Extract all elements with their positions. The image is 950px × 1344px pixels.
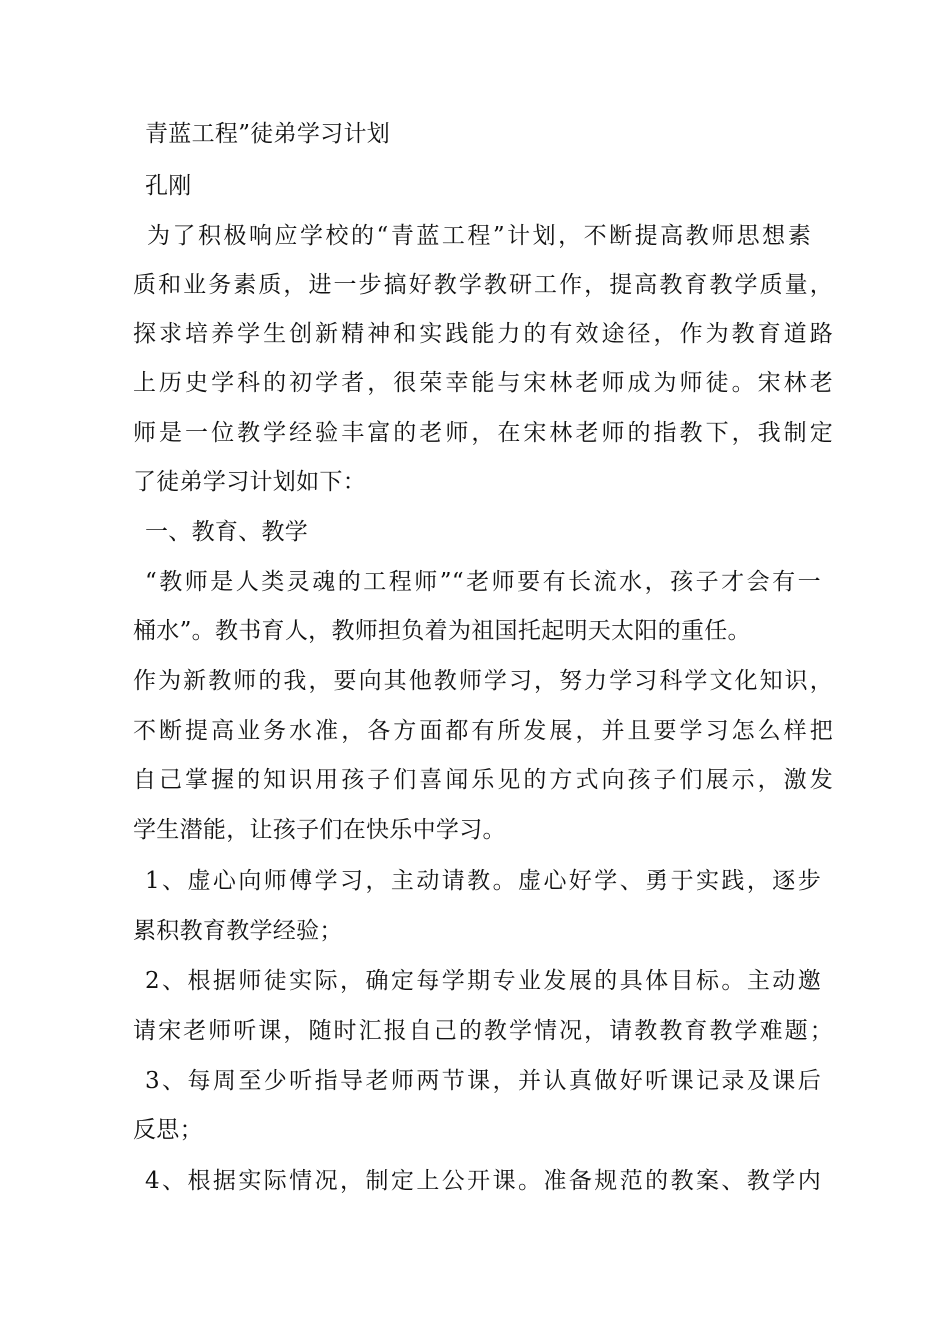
intro-line: 质和业务素质，进一步搞好教学教研工作，提高教育教学质量， — [133, 272, 833, 298]
intro-line: 为了积极响应学校的“青蓝工程”计划，不断提高教师思想素 — [147, 223, 811, 249]
document-title: 青蓝工程”徒弟学习计划 — [145, 121, 391, 147]
list-item-line: 3、每周至少听指导老师两节课，并认真做好听课记录及课后 — [145, 1068, 821, 1094]
list-item-line: 2、根据师徒实际，确定每学期专业发展的具体目标。主动邀 — [145, 968, 821, 994]
intro-line: 了徒弟学习计划如下： — [133, 469, 366, 495]
quote-line: “教师是人类灵魂的工程师”“老师要有长流水，孩子才会有一 — [145, 569, 821, 595]
quote-line: 桶水”。教书育人，教师担负着为祖国托起明天太阳的重任。 — [133, 618, 751, 644]
list-item-line: 1、虚心向师傅学习，主动请教。虚心好学、勇于实践，逐步 — [145, 868, 821, 894]
intro-line: 探求培养学生创新精神和实践能力的有效途径，作为教育道路 — [133, 321, 833, 347]
list-item-line: 累积教育教学经验； — [133, 918, 343, 944]
list-item-line: 反思； — [133, 1117, 203, 1143]
section-heading: 一、教育、教学 — [145, 519, 309, 545]
intro-line: 师是一位教学经验丰富的老师，在宋林老师的指教下，我制定 — [133, 420, 833, 446]
list-item-line: 4、根据实际情况，制定上公开课。准备规范的教案、教学内 — [145, 1168, 821, 1194]
body-line: 作为新教师的我，要向其他教师学习，努力学习科学文化知识， — [133, 668, 833, 694]
body-line: 不断提高业务水准，各方面都有所发展，并且要学习怎么样把 — [133, 718, 833, 744]
document-author: 孔刚 — [145, 173, 192, 199]
body-line: 学生潜能，让孩子们在快乐中学习。 — [133, 817, 506, 843]
intro-line: 上历史学科的初学者，很荣幸能与宋林老师成为师徒。宋林老 — [133, 370, 833, 396]
body-line: 自己掌握的知识用孩子们喜闻乐见的方式向孩子们展示，激发 — [133, 767, 833, 793]
list-item-line: 请宋老师听课，随时汇报自己的教学情况，请教教育教学难题； — [133, 1018, 833, 1044]
